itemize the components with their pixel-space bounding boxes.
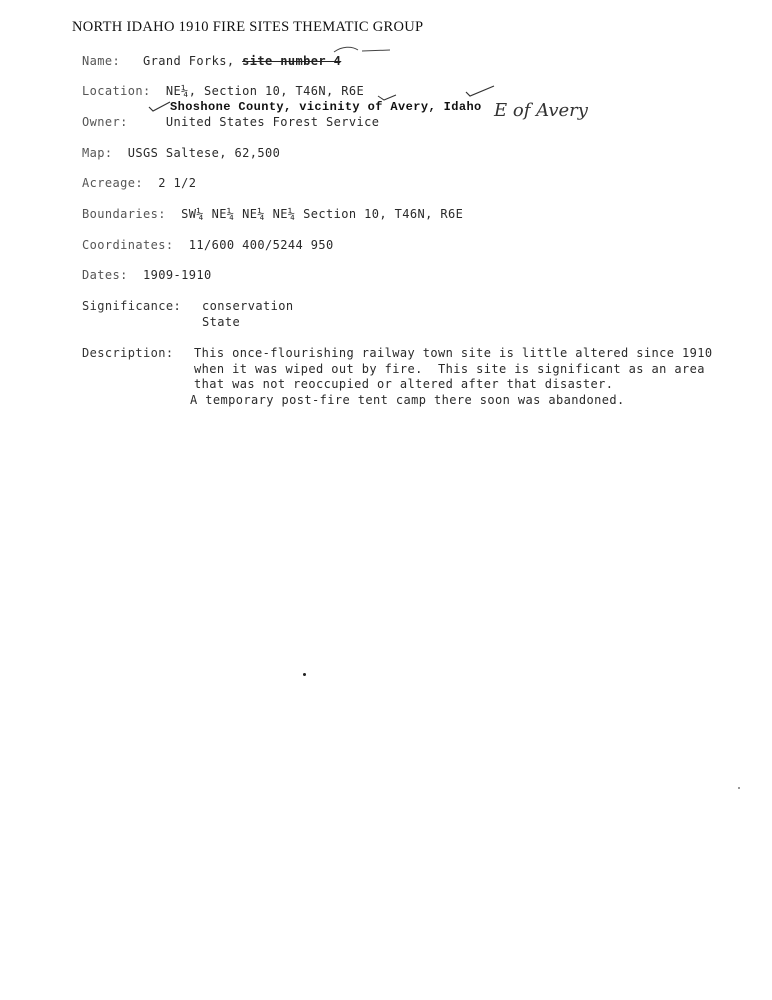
description-insert-line: A temporary post-fire tent camp there soon was abandoned. <box>190 393 625 407</box>
dates-row <box>82 268 212 282</box>
description-line: when it was wiped out by fire. This site is significant as an area <box>194 362 705 376</box>
boundaries-label: Boundaries: <box>82 207 166 221</box>
name-struck-text: site number 4 <box>242 54 342 68</box>
owner-value: United States Forest Service <box>165 115 380 129</box>
boundaries-row <box>82 207 463 221</box>
check-mark-icon <box>148 100 172 114</box>
location-county-insert: Shoshone County, vicinity of Avery, Idaho <box>170 100 482 114</box>
significance-label: Significance: <box>82 299 182 313</box>
map-row <box>82 146 280 160</box>
location-label: Location: <box>82 84 151 98</box>
location-row <box>82 84 364 98</box>
owner-row <box>82 115 379 129</box>
location-value: NE¼, Section 10, T46N, R6E <box>165 84 365 98</box>
accent-mark <box>376 94 398 102</box>
description-line: This once-flourishing railway town site is little altered since 1910 <box>194 346 713 360</box>
speck-mark <box>303 673 306 676</box>
map-value: USGS Saltese, 62,500 <box>127 146 281 160</box>
name-row <box>82 54 341 68</box>
description-line: that was not reoccupied or altered after that disaster. <box>194 377 614 391</box>
handwritten-note: E of Avery <box>494 100 588 121</box>
coordinates-row <box>82 238 334 252</box>
significance-line: State <box>202 315 241 329</box>
map-label: Map: <box>82 146 113 160</box>
acreage-label: Acreage: <box>82 176 143 190</box>
owner-label: Owner: <box>82 115 128 129</box>
coordinates-value: 11/600 400/5244 950 <box>188 238 334 252</box>
coordinates-label: Coordinates: <box>82 238 174 252</box>
dates-label: Dates: <box>82 268 128 282</box>
acreage-row <box>82 176 196 190</box>
handwritten-squiggle-mark <box>332 44 392 58</box>
acreage-value: 2 1/2 <box>158 176 197 190</box>
check-mark-icon <box>464 84 496 98</box>
name-label: Name: <box>82 54 121 68</box>
page-title: NORTH IDAHO 1910 FIRE SITES THEMATIC GROUP <box>72 19 424 35</box>
speck-mark <box>738 787 740 789</box>
name-value: Grand Forks, <box>143 54 235 68</box>
description-label: Description: <box>82 346 174 360</box>
significance-line: conservation <box>202 299 294 313</box>
dates-value: 1909-1910 <box>143 268 212 282</box>
boundaries-value: SW¼ NE¼ NE¼ NE¼ Section 10, T46N, R6E <box>181 207 464 221</box>
